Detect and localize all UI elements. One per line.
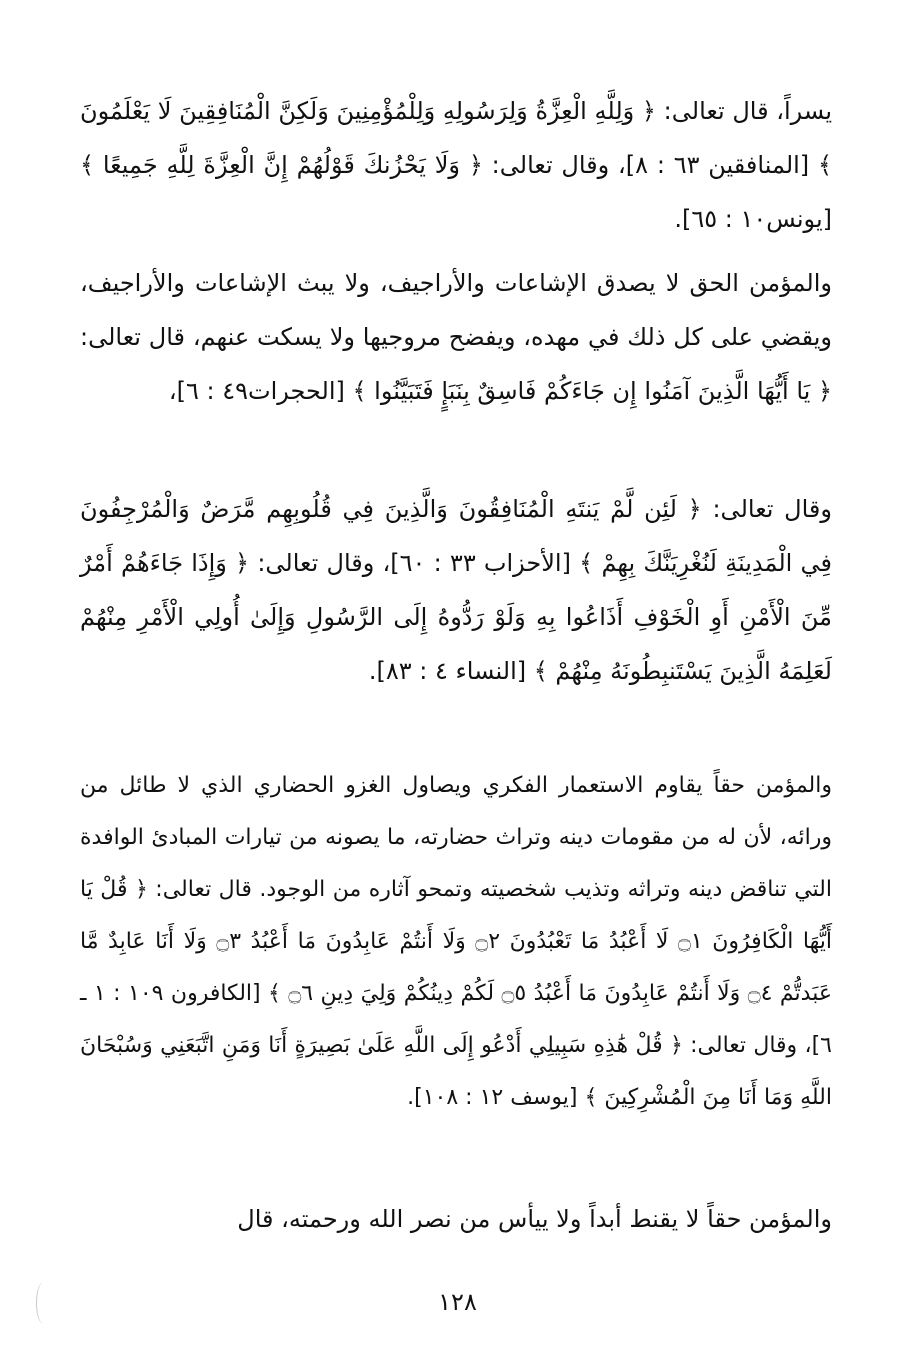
paragraph-2: والمؤمن الحق لا يصدق الإشاعات والأراجيف، ولا يبث الإشاعات والأراجيف، ويقضي على كل ذلك في مهده، ويفضح مروجيها ولا يسكت عنهم، قال تعالى: ﴿ يَا أَيُّهَا الَّذِينَ آمَنُوا إِن جَاءَكُمْ فَاسِقٌ بِنَبَإٍ فَتَبَيَّنُوا ﴾ [الحجرات٤٩ : ٦]، bbox=[80, 269, 832, 405]
paragraph-3: وقال تعالى: ﴿ لَئِن لَّمْ يَنتَهِ الْمُنَافِقُونَ وَالَّذِينَ فِي قُلُوبِهِم مَّرَضٌ وَالْمُرْجِفُونَ فِي الْمَدِينَةِ لَنُغْرِيَنَّكَ بِهِمْ ﴾ [الأحزاب ٣٣ : ٦٠]، وقال تعالى: ﴿ وَإِذَا جَاءَهُمْ أَمْرٌ مِّنَ الْأَمْنِ أَوِ الْخَوْفِ أَذَاعُوا بِهِ وَلَوْ رَدُّوهُ إِلَى الرَّسُولِ وَإِلَىٰ أُولِي الْأَمْرِ مِنْهُمْ لَعَلِمَهُ الَّذِينَ يَسْتَنبِطُونَهُ مِنْهُمْ ﴾ [النساء ٤ : ٨٣]. bbox=[80, 495, 833, 685]
paragraph-5: والمؤمن حقاً لا يقنط أبداً ولا ييأس من نصر الله ورحمته، قال bbox=[237, 1205, 832, 1233]
paragraph-4: والمؤمن حقاً يقاوم الاستعمار الفكري ويصاول الغزو الحضاري الذي لا طائل من ورائه، لأن له من مقومات دينه وتراث حضارته، ما يصونه من تيارات المبادئ الوافدة التي تناقض دينه وتراثه وتذيب شخصيته وتمحو آثاره من الوجود. قال تعالى: ﴿ قُلْ يَا أَيُّهَا الْكَافِرُونَ ۝١ لَا أَعْبُدُ مَا تَعْبُدُونَ ۝٢ وَلَا أَنتُمْ عَابِدُونَ مَا أَعْبُدُ ۝٣ وَلَا أَنَا عَابِدٌ مَّا عَبَدتُّمْ ۝٤ وَلَا أَنتُمْ عَابِدُونَ مَا أَعْبُدُ ۝٥ لَكُمْ دِينُكُمْ وَلِيَ دِينِ ۝٦ ﴾ [الكافرون ١٠٩ : ١ ـ ٦]، وقال تعالى: ﴿ قُلْ هَٰذِهِ سَبِيلِي أَدْعُو إِلَى اللَّهِ عَلَىٰ بَصِيرَةٍ أَنَا وَمَنِ اتَّبَعَنِي وَسُبْحَانَ اللَّهِ وَمَا أَنَا مِنَ الْمُشْرِكِينَ ﴾ [يوسف ١٢ : ١٠٨]. bbox=[80, 773, 833, 1110]
page-number: ١٢٨ bbox=[438, 1288, 477, 1316]
paragraph-1: يسراً، قال تعالى: ﴿ وَلِلَّهِ الْعِزَّةُ وَلِرَسُولِهِ وَلِلْمُؤْمِنِينَ وَلَكِنَّ الْمُنَافِقِينَ لَا يَعْلَمُونَ ﴾ [المنافقين ٦٣ : ٨]، وقال تعالى: ﴿ وَلَا يَحْزُنكَ قَوْلُهُمْ إِنَّ الْعِزَّةَ لِلَّهِ جَمِيعًا ﴾ [يونس١٠ : ٦٥]. bbox=[80, 97, 833, 233]
